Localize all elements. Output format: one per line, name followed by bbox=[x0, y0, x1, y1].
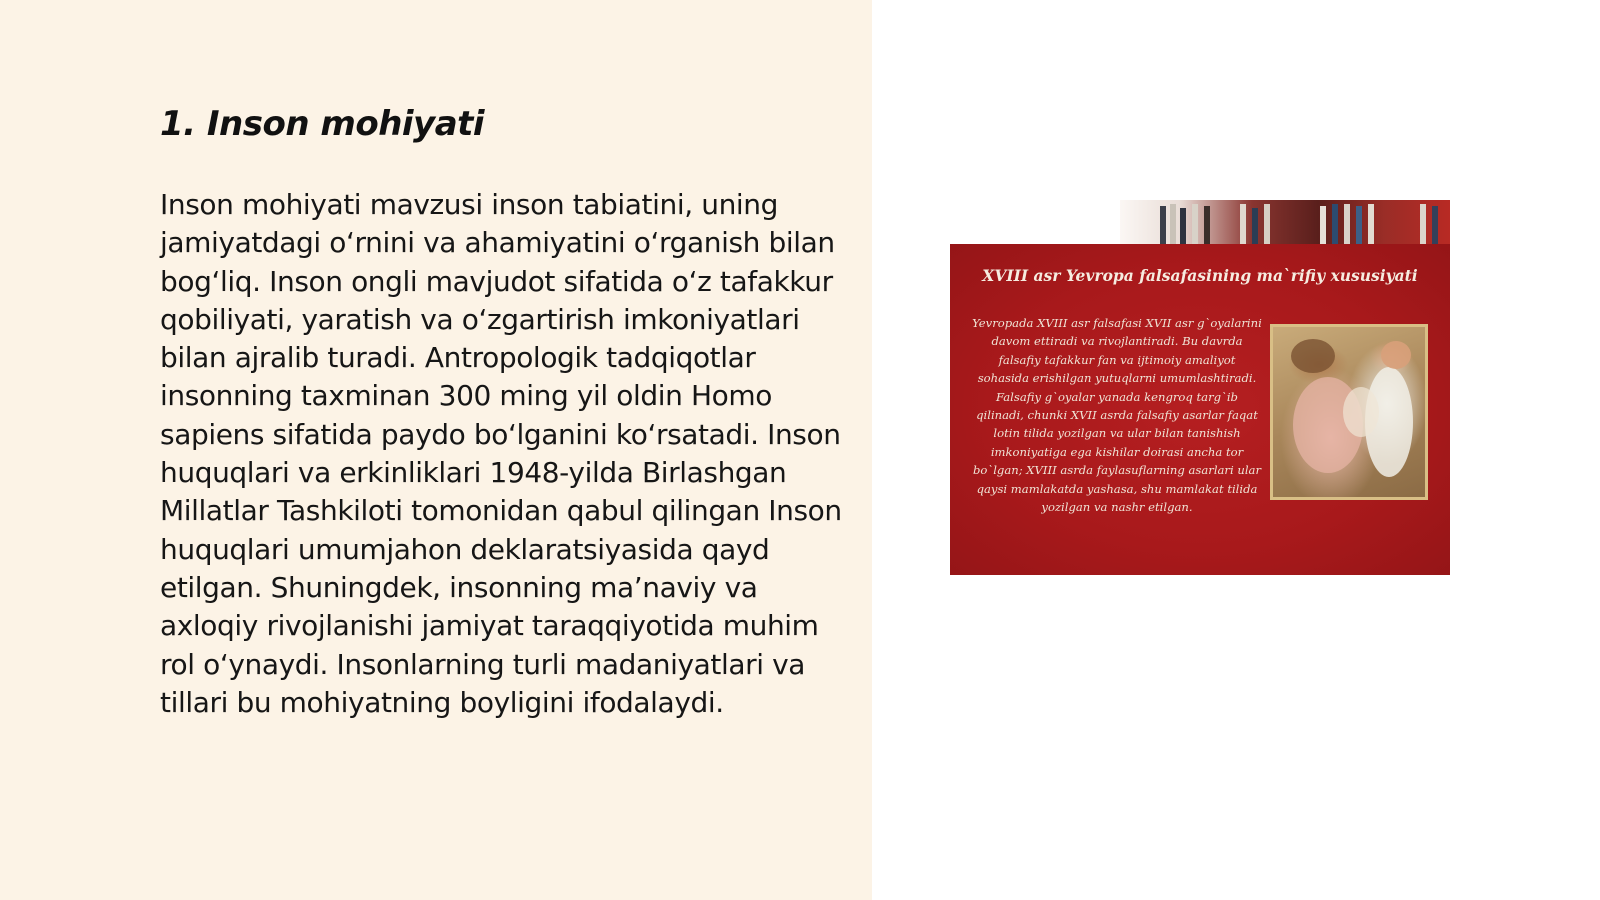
card-text: Yevropada XVIII asr falsafasi XVII asr g`oyalarini davom ettiradi va rivojlantiradi. Bu davrda falsafiy tafakkur fan va ijtimoiy amaliyot sohasida erishilgan yutuqlarni umumlashtiradi. Falsafiy g`oyalar yanada kengroq targ`ib qilinadi, chunki XVII asrda falsafiy asarlar faqat lotin tilida yozilgan va ular bilan tanishish imkoniyatiga ega kishilar doirasi ancha tor bo`lgan; XVIII asrda faylasuflarning asarlari ular qaysi mamlakatda yashasa, shu mamlakat tilida yozilgan va nashr etilgan. bbox=[972, 316, 1262, 515]
slide-body-text: Inson mohiyati mavzusi inson tabiatini, uning jamiyatdagi o‘rnini va ahamiyatini o‘rganish bilan bog‘liq. Inson ongli mavjudot sifatida o‘z tafakkur qobiliyati, yaratish va o‘zgartirish imkoniyatlari bilan ajralib turadi. Antropologik tadqiqotlar insonning taxminan 300 ming yil oldin Homo sapiens sifatida paydo bo‘lganini ko‘rsatadi. Inson huquqlari va erkinliklari 1948-yilda Birlashgan Millatlar Tashkiloti tomonidan qabul qilingan Inson huquqlari umumjahon deklaratsiyasida qayd etilgan. Shuningdek, insonning ma’naviy va axloqiy rivojlanishi jamiyat taraqqiyotida muhim rol o‘ynaydi. Insonlarning turli madaniyatlari va tillari bu mohiyatning boyligini ifodalaydi. bbox=[160, 188, 842, 719]
info-card bbox=[950, 244, 1450, 575]
renaissance-painting-icon bbox=[1270, 324, 1428, 500]
card-title: XVIII asr Yevropa falsafasining ma`rifiy xususiyati bbox=[982, 266, 1418, 285]
slide-image bbox=[950, 200, 1450, 575]
slide-title: 1. Inson mohiyati bbox=[160, 104, 485, 144]
bookshelf-strip bbox=[1120, 200, 1450, 244]
